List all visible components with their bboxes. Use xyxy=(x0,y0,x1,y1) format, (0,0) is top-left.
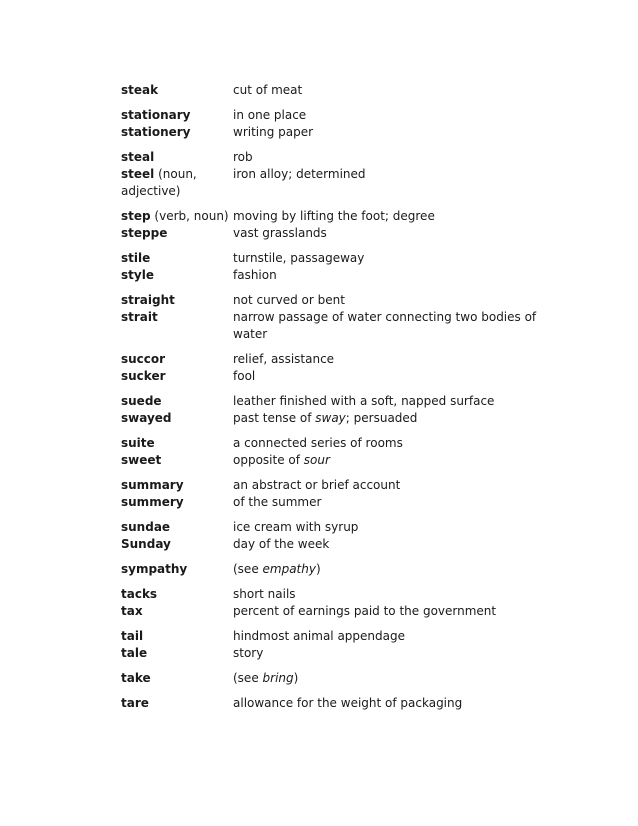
definition-column xyxy=(233,82,541,99)
term-column xyxy=(121,250,233,284)
definition-text: moving by lifting the foot; degree xyxy=(233,209,435,223)
term xyxy=(121,267,233,284)
definition-text: hindmost animal appendage xyxy=(233,629,405,643)
list-item xyxy=(121,250,541,284)
term-column xyxy=(121,477,233,511)
term-column xyxy=(121,670,233,687)
term-word: tare xyxy=(121,696,149,710)
term-word: sucker xyxy=(121,369,166,383)
term xyxy=(121,208,233,225)
definition xyxy=(233,166,541,183)
term-column xyxy=(121,435,233,469)
definition-text: allowance for the weight of packaging xyxy=(233,696,463,710)
term xyxy=(121,536,233,553)
term xyxy=(121,250,233,267)
term-word: Sunday xyxy=(121,537,171,551)
term-word: steel xyxy=(121,167,155,181)
term xyxy=(121,166,233,200)
definition-text: writing paper xyxy=(233,125,314,139)
definition-italic: empathy xyxy=(262,562,316,576)
definition-text: short nails xyxy=(233,587,296,601)
term xyxy=(121,670,233,687)
definition-column xyxy=(233,695,541,712)
term xyxy=(121,435,233,452)
definition-text: a connected series of rooms xyxy=(233,436,403,450)
term-column xyxy=(121,82,233,99)
term xyxy=(121,519,233,536)
definition xyxy=(233,519,541,536)
term xyxy=(121,494,233,511)
term-word: steak xyxy=(121,83,159,97)
list-item xyxy=(121,292,541,343)
term xyxy=(121,225,233,242)
term-word: suite xyxy=(121,436,155,450)
term xyxy=(121,124,233,141)
definition xyxy=(233,267,541,284)
definition xyxy=(233,82,541,99)
definition-column xyxy=(233,393,541,427)
term-column xyxy=(121,149,233,200)
term xyxy=(121,603,233,620)
term-word: steppe xyxy=(121,226,168,240)
term-column xyxy=(121,561,233,578)
definition-text: (see xyxy=(233,562,263,576)
definition xyxy=(233,124,541,141)
definition-column xyxy=(233,586,541,620)
definition-italic: bring xyxy=(262,671,294,685)
list-item xyxy=(121,351,541,385)
definition-text: percent of earnings paid to the government xyxy=(233,604,497,618)
definition xyxy=(233,494,541,511)
definition-text: turnstile, passageway xyxy=(233,251,365,265)
definition xyxy=(233,149,541,166)
definition-text: vast grasslands xyxy=(233,226,327,240)
term-word: tail xyxy=(121,629,144,643)
term-column xyxy=(121,393,233,427)
definition xyxy=(233,107,541,124)
definition-text-after: ) xyxy=(315,562,321,576)
term xyxy=(121,368,233,385)
definition-text: in one place xyxy=(233,108,307,122)
term-word: stationery xyxy=(121,125,191,139)
definition xyxy=(233,561,541,578)
term-word: stationary xyxy=(121,108,191,122)
term-word: swayed xyxy=(121,411,172,425)
term xyxy=(121,645,233,662)
term-column xyxy=(121,292,233,343)
term-word: suede xyxy=(121,394,162,408)
definition xyxy=(233,368,541,385)
definition xyxy=(233,351,541,368)
definition-text: of the summer xyxy=(233,495,322,509)
list-item xyxy=(121,149,541,200)
term-word: sundae xyxy=(121,520,171,534)
term xyxy=(121,561,233,578)
definition xyxy=(233,393,541,410)
definition-column xyxy=(233,351,541,385)
term xyxy=(121,309,233,326)
list-item xyxy=(121,628,541,662)
definition-text: narrow passage of water connecting two bodies of water xyxy=(233,310,537,341)
term-word: summery xyxy=(121,495,184,509)
term xyxy=(121,149,233,166)
term-column xyxy=(121,586,233,620)
definition xyxy=(233,670,541,687)
term-word: style xyxy=(121,268,154,282)
term-word: straight xyxy=(121,293,175,307)
definition xyxy=(233,603,541,620)
definition-text: day of the week xyxy=(233,537,330,551)
definition xyxy=(233,292,541,309)
term xyxy=(121,393,233,410)
definition xyxy=(233,225,541,242)
definition-column xyxy=(233,250,541,284)
definition xyxy=(233,695,541,712)
definition-text: relief, assistance xyxy=(233,352,335,366)
term xyxy=(121,477,233,494)
list-item xyxy=(121,561,541,578)
definition-text: fashion xyxy=(233,268,277,282)
term-note: (verb, noun) xyxy=(150,209,229,223)
term-column xyxy=(121,351,233,385)
definition-text: past tense of xyxy=(233,411,316,425)
term xyxy=(121,410,233,427)
term xyxy=(121,82,233,99)
definition xyxy=(233,536,541,553)
definition-column xyxy=(233,292,541,343)
definition-text-after: ) xyxy=(293,671,299,685)
term-word: steal xyxy=(121,150,155,164)
definition-text: leather finished with a soft, napped surface xyxy=(233,394,495,408)
term-word: tacks xyxy=(121,587,158,601)
definition-text-after: ; persuaded xyxy=(345,411,418,425)
term xyxy=(121,586,233,603)
definition-text: ice cream with syrup xyxy=(233,520,359,534)
term-column xyxy=(121,628,233,662)
word-list xyxy=(121,82,541,712)
term-word: step xyxy=(121,209,151,223)
definition xyxy=(233,628,541,645)
definition-italic: sway xyxy=(315,411,346,425)
term-word: succor xyxy=(121,352,166,366)
term-column xyxy=(121,208,233,242)
definition xyxy=(233,452,541,469)
definition-text: an abstract or brief account xyxy=(233,478,401,492)
definition-column xyxy=(233,107,541,141)
definition xyxy=(233,250,541,267)
definition-column xyxy=(233,435,541,469)
term xyxy=(121,351,233,368)
definition-column xyxy=(233,561,541,578)
term-column xyxy=(121,519,233,553)
list-item xyxy=(121,519,541,553)
term-word: stile xyxy=(121,251,151,265)
term-column xyxy=(121,107,233,141)
definition-text: not curved or bent xyxy=(233,293,345,307)
list-item xyxy=(121,670,541,687)
list-item xyxy=(121,107,541,141)
term-word: tax xyxy=(121,604,143,618)
term-word: sweet xyxy=(121,453,162,467)
term-note: (noun, adjective) xyxy=(121,167,197,198)
definition-column xyxy=(233,208,541,242)
definition xyxy=(233,410,541,427)
list-item xyxy=(121,82,541,99)
term-word: take xyxy=(121,671,151,685)
list-item xyxy=(121,208,541,242)
definition-column xyxy=(233,519,541,553)
definition-text: cut of meat xyxy=(233,83,303,97)
term-word: sympathy xyxy=(121,562,188,576)
definition-column xyxy=(233,670,541,687)
term-word: strait xyxy=(121,310,158,324)
definition-text: story xyxy=(233,646,264,660)
term xyxy=(121,628,233,645)
definition xyxy=(233,309,541,343)
definition-text: iron alloy; determined xyxy=(233,167,366,181)
definition-column xyxy=(233,477,541,511)
definition-text: fool xyxy=(233,369,256,383)
term xyxy=(121,452,233,469)
term xyxy=(121,695,233,712)
term-word: summary xyxy=(121,478,184,492)
definition-column xyxy=(233,628,541,662)
definition-text: (see xyxy=(233,671,263,685)
definition xyxy=(233,208,541,225)
definition-column xyxy=(233,149,541,200)
term xyxy=(121,107,233,124)
list-item xyxy=(121,695,541,712)
definition-italic: sour xyxy=(303,453,330,467)
definition xyxy=(233,435,541,452)
term-word: tale xyxy=(121,646,148,660)
list-item xyxy=(121,477,541,511)
definition-text: rob xyxy=(233,150,253,164)
list-item xyxy=(121,435,541,469)
definition-text: opposite of xyxy=(233,453,304,467)
term-column xyxy=(121,695,233,712)
definition xyxy=(233,586,541,603)
definition xyxy=(233,477,541,494)
term xyxy=(121,292,233,309)
definition xyxy=(233,645,541,662)
list-item xyxy=(121,586,541,620)
list-item xyxy=(121,393,541,427)
